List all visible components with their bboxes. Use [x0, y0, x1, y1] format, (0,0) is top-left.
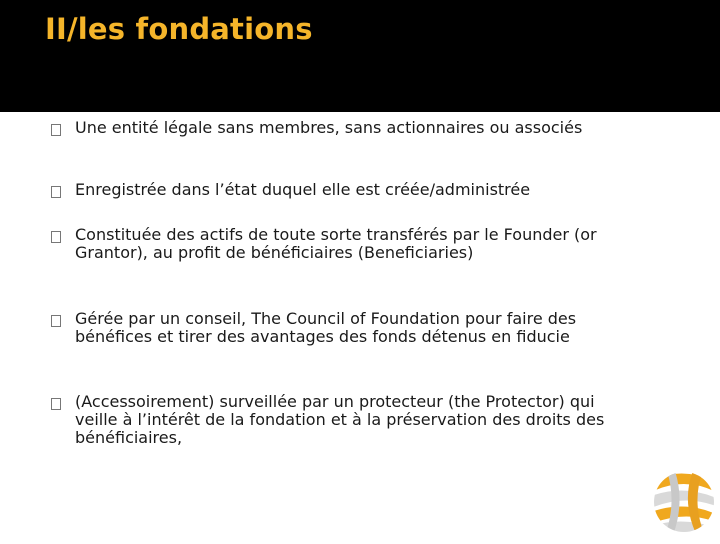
bullet-text: Enregistrée dans l’état duquel elle est créée/administrée: [75, 180, 531, 199]
square-bullet-icon: [51, 124, 61, 136]
bullet-text: Constituée des actifs de toute sorte transférés par le Founder (or Grantor), au profit de bénéficiaires (Beneficiaries): [75, 225, 597, 262]
square-bullet-icon: [51, 315, 61, 327]
square-bullet-icon: [51, 186, 61, 198]
bullet-text: Une entité légale sans membres, sans actionnaires ou associés: [75, 118, 583, 137]
slide-title: II/les fondations: [45, 12, 313, 46]
bullet-text: (Accessoirement) surveillée par un protecteur (the Protector) qui veille à l’intérêt de la fondation et à la préservation des droits des bénéficiaires,: [75, 392, 605, 447]
globe-swirl-logo-icon: [646, 462, 720, 540]
square-bullet-icon: [51, 231, 61, 243]
square-bullet-icon: [51, 398, 61, 410]
bullet-text: Gérée par un conseil, The Council of Foundation pour faire des bénéfices et tirer des avantages des fonds détenus en fiducie: [75, 309, 577, 346]
